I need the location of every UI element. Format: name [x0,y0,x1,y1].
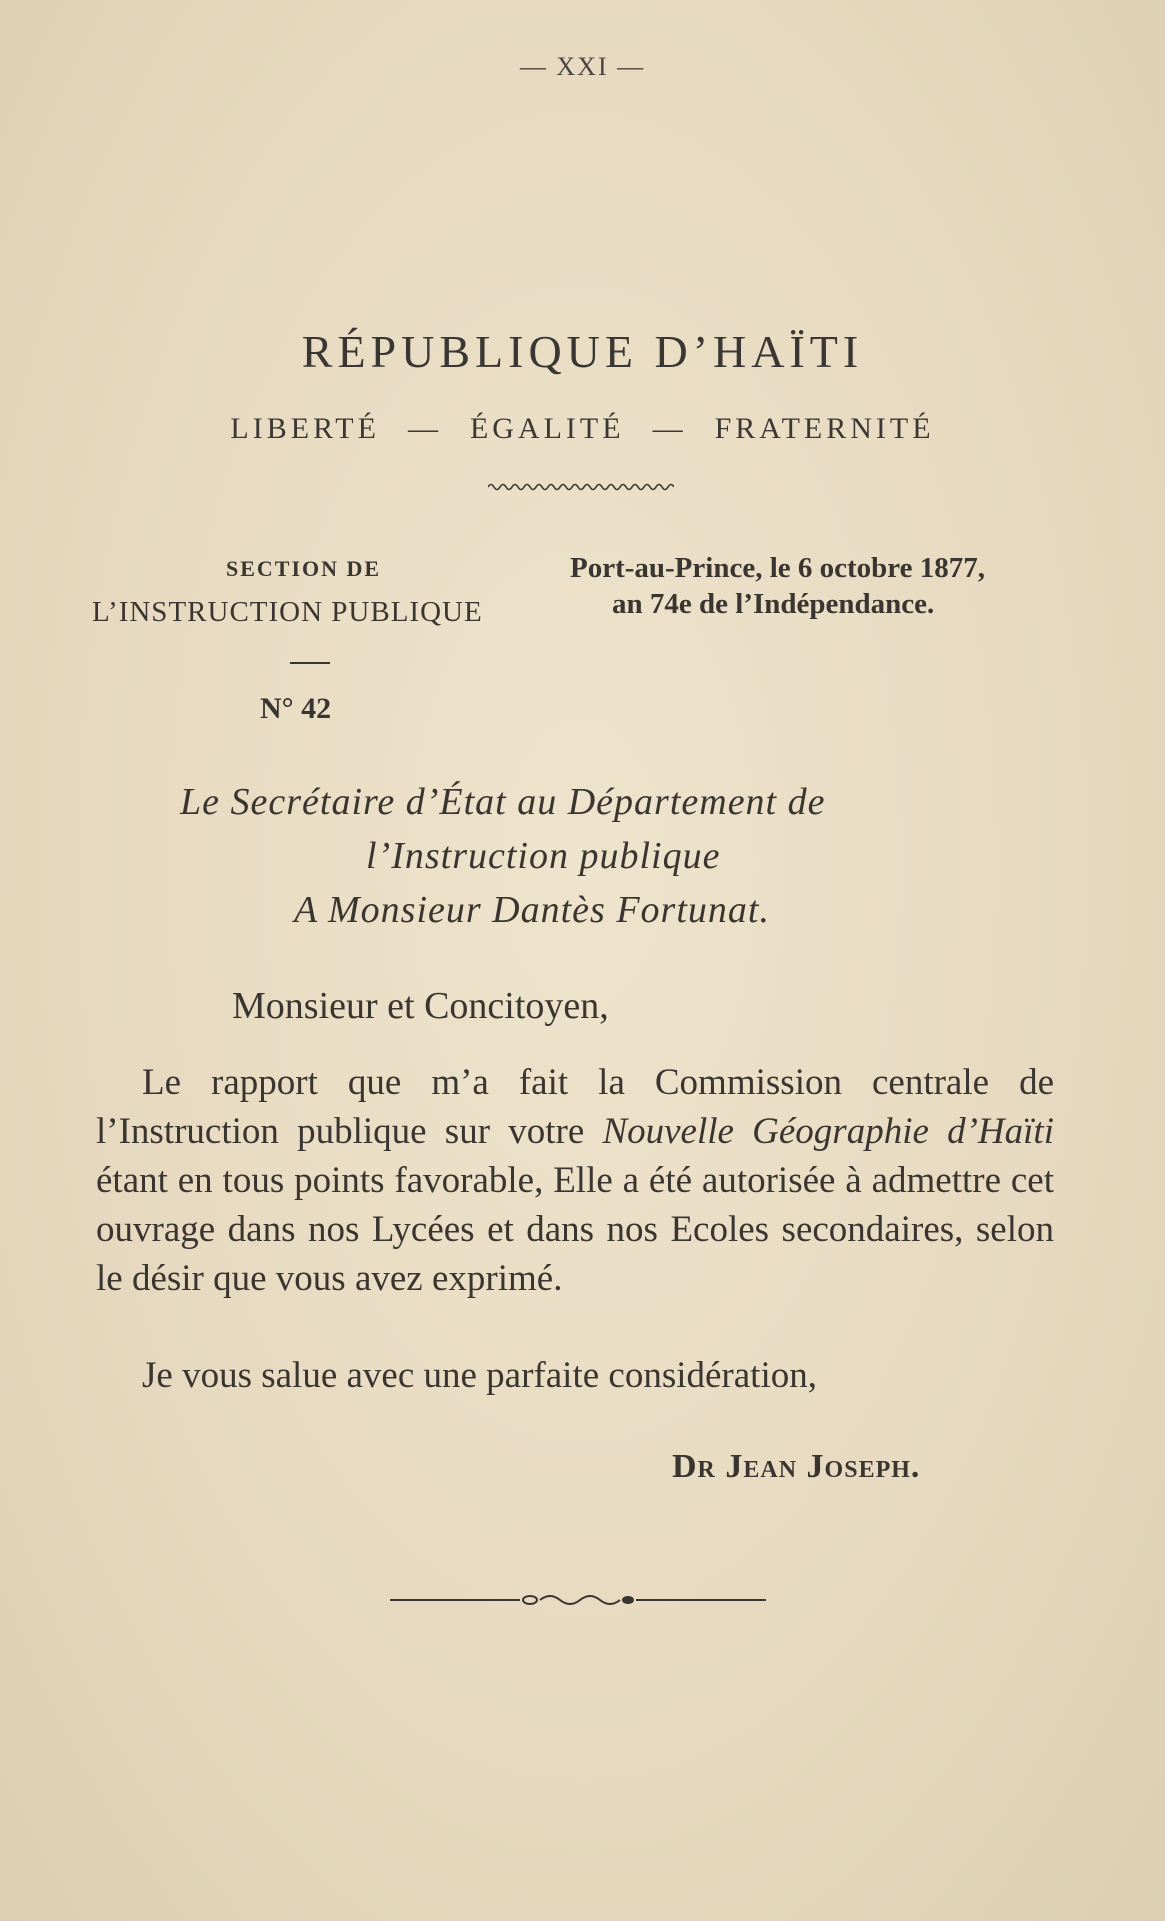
salutation: Monsieur et Concitoyen, [232,985,609,1027]
address-line3: A Monsieur Dantès Fortunat. [294,889,770,931]
section-label-line1: SECTION DE [226,556,382,581]
letter-body [96,1058,1054,1303]
motto-word-liberte: LIBERTÉ [230,412,380,445]
address-line1: Le Secrétaire d’État au Département de [180,781,826,823]
body-paragraph [96,1058,1054,1303]
page-title: RÉPUBLIQUE D’HAÏTI [301,326,864,377]
page-number: — XXI — [519,52,646,81]
dateline-line2: an 74e de l’Indépendance. [612,588,935,620]
body-text-part2: étant en tous points favorable, Elle a été autorisée à admettre cet ouvrage dans nos Lycées et dans nos Ecoles secondaires, selon le désir que vous avez exprimé. [96,1160,1054,1299]
document-number: N° 42 [260,692,332,725]
section-label-line2: L’INSTRUCTION PUBLIQUE [92,596,483,628]
squiggle-divider [488,482,674,492]
motto-word-fraternite: FRATERNITÉ [714,412,935,445]
motto-word-egalite: ÉGALITÉ [469,412,625,445]
signature: Dr Jean Joseph. [672,1448,921,1485]
national-motto [0,412,1165,446]
motto-dash: — [407,412,442,445]
address-line2: l’Instruction publique [366,835,721,877]
ornament-divider [390,1590,766,1610]
dateline-line1: Port-au-Prince, le 6 octobre 1877, [570,552,986,584]
book-title: Nouvelle Géographie d’Haïti [602,1111,1054,1152]
body-text-part1: Le rapport que m’a fait la Commission centrale de l’Instruction publique sur votre [96,1062,1054,1152]
motto-dash: — [652,412,687,445]
short-divider [290,662,330,664]
closing-line: Je vous salue avec une parfaite considération, [142,1355,817,1396]
